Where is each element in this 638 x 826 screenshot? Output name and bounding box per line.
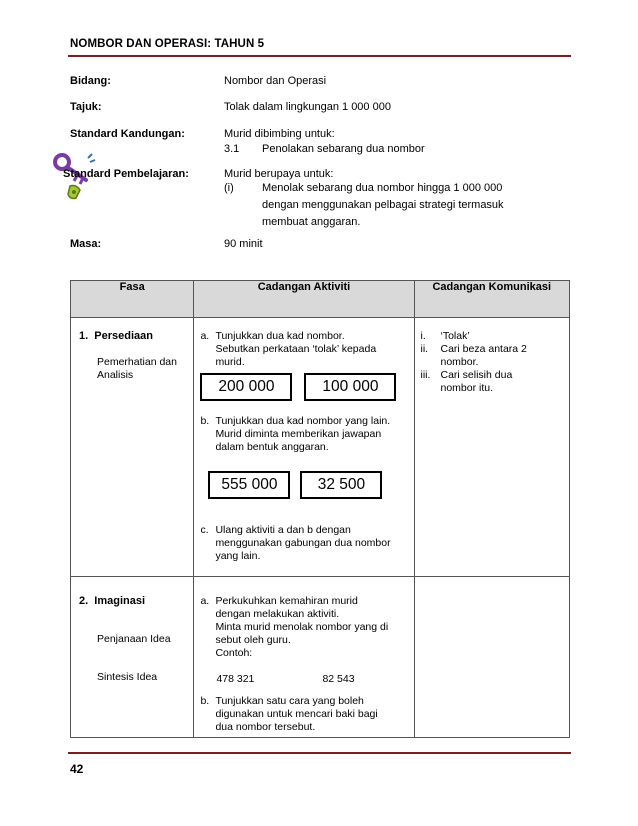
number-card-3: 555 000 <box>208 471 290 499</box>
komunikasi-iii-line2: nombor itu. <box>440 382 494 394</box>
activity-b-line3: dalam bentuk anggaran. <box>215 441 329 453</box>
activity-a-line3: murid. <box>215 356 245 368</box>
standard-pembelajaran-line1: Murid berupaya untuk: <box>224 168 334 180</box>
fasa-title-persediaan: 1. Persediaan <box>79 330 153 342</box>
activity2-a-line1: Perkukuhkan kemahiran murid <box>215 595 358 607</box>
komunikasi-cell-1 <box>414 318 570 577</box>
activity-c-line2: menggunakan gabungan dua nombor <box>215 537 391 549</box>
komunikasi-i-line1: ‘Tolak’ <box>440 330 470 342</box>
activity-marker-c: c. <box>200 524 209 536</box>
activity2-b-line3: dua nombor tersebut. <box>215 721 316 733</box>
standard-kandungan-label: Standard Kandungan: <box>70 128 185 140</box>
aktiviti-cell-2 <box>194 577 414 738</box>
activity2-b-line2: digunakan untuk mencari baki bagi <box>215 708 378 720</box>
activity-a-line1: Tunjukkan dua kad nombor. <box>215 330 345 342</box>
fasa-cell-1 <box>71 318 194 577</box>
activity-c-line3: yang lain. <box>215 550 261 562</box>
komunikasi-ii-line1: Cari beza antara 2 <box>440 343 527 355</box>
standard-pembelajaran-text2: dengan menggunakan pelbagai strategi termasuk <box>262 199 504 211</box>
komunikasi-marker-iii: iii. <box>420 369 431 381</box>
bidang-value: Nombor dan Operasi <box>224 75 327 87</box>
bidang-label: Bidang: <box>70 75 111 87</box>
activity2-a-line5: Contoh: <box>215 647 253 659</box>
activity2-b-line1: Tunjukkan satu cara yang boleh <box>215 695 364 707</box>
example-number-2: 82 543 <box>322 673 355 685</box>
komunikasi-ii-line2: nombor. <box>440 356 479 368</box>
standard-pembelajaran-label: Standard Pembelajaran: <box>63 168 189 180</box>
standard-pembelajaran-text1: Menolak sebarang dua nombor hingga 1 000 000 <box>262 182 503 194</box>
table-row-imaginasi <box>71 577 570 738</box>
activity2-marker-b: b. <box>200 695 210 707</box>
standard-pembelajaran-num: (i) <box>224 182 234 194</box>
activity-b-line1: Tunjukkan dua kad nombor yang lain. <box>215 415 391 427</box>
standard-kandungan-line1: Murid dibimbing untuk: <box>224 128 335 140</box>
table-row-persediaan <box>71 318 570 577</box>
fasa-sub-pemerhatian: Pemerhatian dan <box>97 356 177 368</box>
tajuk-value: Tolak dalam lingkungan 1 000 000 <box>224 101 391 113</box>
activity-marker-b: b. <box>200 415 210 427</box>
number-card-2: 100 000 <box>304 373 396 401</box>
activity-a-line2: Sebutkan perkataan ‘tolak’ kepada <box>215 343 377 355</box>
fasa-title-imaginasi: 2. Imaginasi <box>79 595 146 607</box>
activity2-a-line4: sebut oleh guru. <box>215 634 291 646</box>
fasa-cell-2 <box>71 577 194 738</box>
activity-b-line2: Murid diminta memberikan jawapan <box>215 428 382 440</box>
komunikasi-marker-ii: ii. <box>420 343 429 355</box>
header-rule <box>68 55 571 57</box>
page-number: 42 <box>70 762 84 776</box>
standard-pembelajaran-text3: membuat anggaran. <box>262 216 361 228</box>
activity-marker-a: a. <box>200 330 210 342</box>
komunikasi-iii-line1: Cari selisih dua <box>440 369 513 381</box>
example-number-1: 478 321 <box>216 673 255 685</box>
header-fasa: Fasa <box>71 281 194 318</box>
standard-kandungan-text: Penolakan sebarang dua nombor <box>262 143 425 155</box>
number-card-1: 200 000 <box>200 373 292 401</box>
masa-value: 90 minit <box>224 238 263 250</box>
footer-rule <box>68 752 571 754</box>
activity-table <box>70 280 570 738</box>
standard-kandungan-num: 3.1 <box>224 143 240 155</box>
aktiviti-cell-1 <box>194 318 414 577</box>
komunikasi-marker-i: i. <box>420 330 426 342</box>
number-card-4: 32 500 <box>300 471 382 499</box>
table-header-row <box>71 281 570 318</box>
header-cadangan-aktiviti: Cadangan Aktiviti <box>194 281 414 318</box>
tajuk-label: Tajuk: <box>70 101 102 113</box>
activity-c-line1: Ulang aktiviti a dan b dengan <box>215 524 351 536</box>
activity2-marker-a: a. <box>200 595 210 607</box>
document-header-title: NOMBOR DAN OPERASI: TAHUN 5 <box>70 38 265 50</box>
activity2-a-line3: Minta murid menolak nombor yang di <box>215 621 389 633</box>
header-cadangan-komunikasi: Cadangan Komunikasi <box>414 281 570 318</box>
fasa-sub-sintesis-idea: Sintesis Idea <box>97 671 158 683</box>
fasa-sub-penjanaan-idea: Penjanaan Idea <box>97 633 171 645</box>
activity2-a-line2: dengan melakukan aktiviti. <box>215 608 340 620</box>
fasa-sub-analisis: Analisis <box>97 369 134 381</box>
komunikasi-cell-2 <box>414 577 570 738</box>
masa-label: Masa: <box>70 238 102 250</box>
